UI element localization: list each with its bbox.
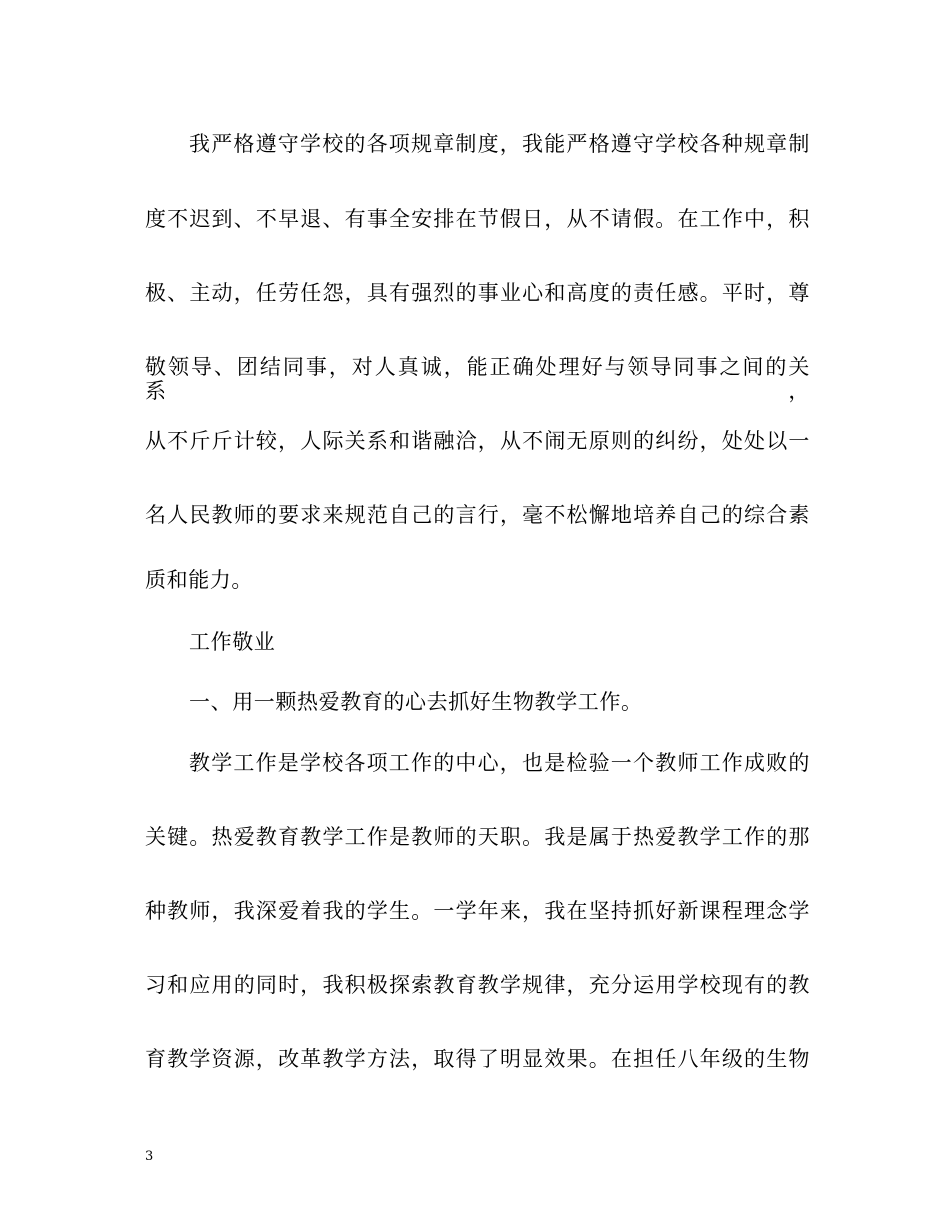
paragraph-1-line-5: 从不斤斤计较，人际关系和谐融洽，从不闹无原则的纠纷，处处以一	[145, 429, 810, 453]
paragraph-2-line-1: 教学工作是学校各项工作的中心，也是检验一个教师工作成败的	[189, 751, 810, 775]
paragraph-1-line-4: 敬领导、团结同事，对人真诚，能正确处理好与领导同事之间的关系，	[145, 355, 810, 403]
paragraph-2-line-5: 育教学资源，改革教学方法，取得了明显效果。在担任八年级的生物	[145, 1047, 810, 1071]
paragraph-2-line-2: 关键。热爱教育教学工作是教师的天职。我是属于热爱教学工作的那	[145, 825, 810, 849]
section-subheading: 一、用一颗热爱教育的心去抓好生物教学工作。	[189, 690, 643, 714]
paragraph-1-line-3: 极、主动，任劳任怨，具有强烈的事业心和高度的责任感。平时，尊	[145, 281, 810, 305]
paragraph-1-line-7: 质和能力。	[145, 568, 253, 592]
section-heading: 工作敬业	[189, 630, 276, 654]
paragraph-2-line-4: 习和应用的同时，我积极探索教育教学规律，充分运用学校现有的教	[145, 973, 810, 997]
paragraph-1-line-6: 名人民教师的要求来规范自己的言行，毫不松懈地培养自己的综合素	[145, 503, 810, 527]
paragraph-2-line-3: 种教师，我深爱着我的学生。一学年来，我在坚持抓好新课程理念学	[145, 899, 810, 923]
paragraph-1-line-1: 我严格遵守学校的各项规章制度，我能严格遵守学校各种规章制	[189, 132, 810, 156]
paragraph-1-line-2: 度不迟到、不早退、有事全安排在节假日，从不请假。在工作中，积	[145, 207, 810, 231]
page-number: 3	[145, 1149, 154, 1164]
